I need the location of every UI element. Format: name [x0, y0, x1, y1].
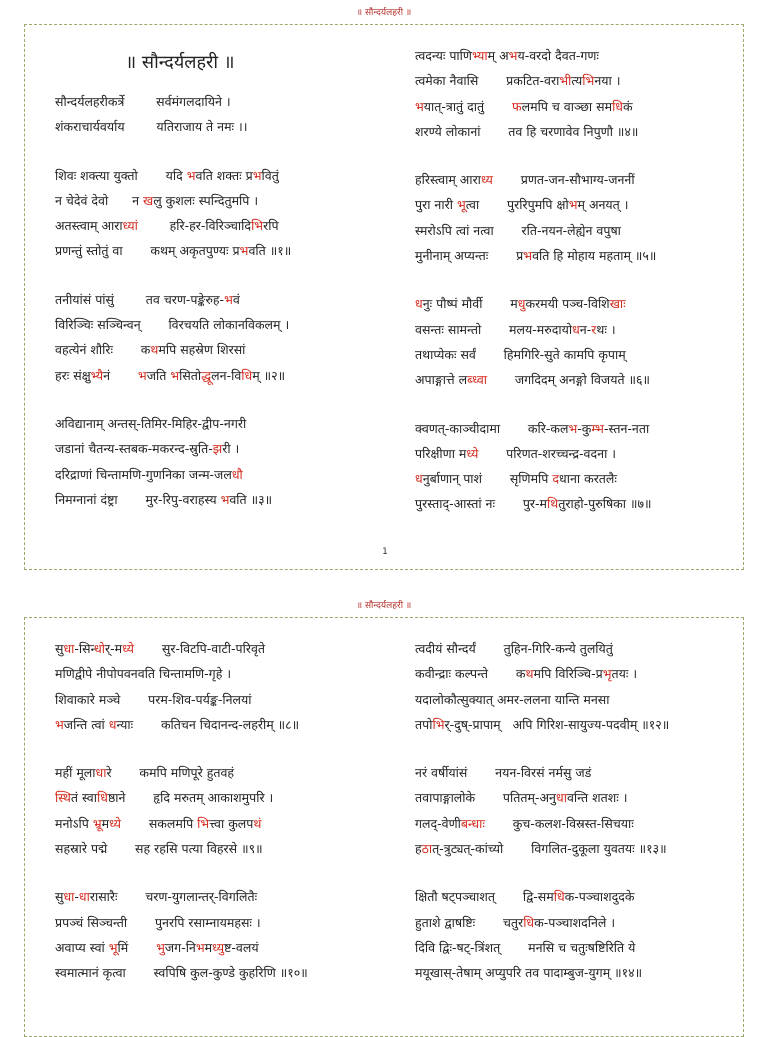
- verse-text: सहस्रारे पद्मे सह रहसि पत्या विहरसे ॥९॥: [55, 841, 263, 857]
- stanza-gap: [55, 737, 375, 760]
- verse-line: [55, 960, 375, 985]
- verse-text: ष्ठाने हृदि मरुतम् आकाशमुपरि ।: [107, 790, 274, 806]
- highlighted-syllable: ध्य: [480, 172, 493, 188]
- verse-container: [55, 636, 375, 986]
- highlighted-syllable: धि: [523, 914, 535, 930]
- verse-stanza: [415, 636, 735, 737]
- stanza-gap: [55, 264, 375, 287]
- verse-text: जन्ति त्वां: [63, 716, 109, 732]
- verse-text: करमयी पञ्च-विशि: [525, 296, 610, 312]
- verse-text: तयः ।: [611, 666, 638, 682]
- verse-text: शरण्ये लोकानां तव हि चरणावेव निपुणौ ॥४॥: [415, 123, 639, 139]
- verse-text: वति शक्तः प्र: [195, 167, 253, 183]
- page-1-right-column: [415, 43, 735, 517]
- verse-text: त्वमेका नैवासि प्रकटित-वरा: [415, 73, 560, 89]
- highlighted-syllable: धौ: [231, 466, 243, 482]
- verse-text: मपि विरिञ्चि-प्र: [533, 666, 603, 682]
- verse-text: वति ॥१॥: [248, 243, 292, 259]
- highlighted-syllable: भृ: [602, 666, 612, 682]
- verse-text: नया ।: [594, 73, 621, 89]
- highlighted-syllable: भि: [251, 218, 264, 234]
- highlighted-syllable: ब्ध्वा: [467, 372, 488, 388]
- verse-stanza: [415, 416, 735, 517]
- verse-container: [415, 43, 735, 517]
- verse-line: [415, 94, 735, 119]
- stanza-gap: [415, 268, 735, 291]
- verse-line: [55, 114, 375, 139]
- verse-text: प्रणन्तुं स्तोतुं वा कथम् अकृतपुण्यः प्र: [55, 243, 240, 259]
- verse-text: दिवि द्विः-षट्-त्रिंशत् मनसि च चतुःषष्टिरिति ये: [415, 939, 636, 955]
- verse-line: [55, 363, 375, 388]
- verse-text: थः ।: [596, 321, 616, 337]
- verse-line: [415, 785, 735, 810]
- verse-line: [415, 836, 735, 861]
- verse-line: [55, 312, 375, 337]
- page-2: [24, 617, 744, 1037]
- verse-text: -सिन्: [74, 641, 95, 656]
- verse-line: [55, 687, 375, 712]
- highlighted-syllable: भ: [55, 716, 64, 732]
- verse-text: न-: [579, 321, 592, 337]
- verse-text: जगदिदम् अनङ्गो विजयते ॥६॥: [487, 372, 651, 388]
- verse-line: [415, 43, 735, 68]
- verse-line: [415, 68, 735, 93]
- verse-text: त्य: [571, 73, 583, 89]
- verse-stanza: [55, 287, 375, 388]
- stanza-gap: [55, 140, 375, 163]
- highlighted-syllable: भ: [220, 491, 230, 507]
- highlighted-syllable: भ: [252, 167, 262, 183]
- verse-text: निमग्नानां दंष्ट्रा मुर-रिपु-वराहस्य: [55, 491, 221, 507]
- verse-text: न चेदेवं देवो न: [55, 192, 143, 208]
- verse-line: [55, 811, 375, 836]
- verse-line: [415, 291, 735, 316]
- verse-text: रपि: [263, 218, 279, 234]
- verse-text: म: [204, 939, 213, 955]
- highlighted-syllable: ध: [415, 296, 423, 312]
- verse-line: [415, 712, 735, 737]
- highlighted-syllable: थं: [253, 815, 262, 831]
- verse-text: त्वदीयं सौन्दर्यं तुहिन-गिरि-कन्ये तुलयितुं: [415, 641, 613, 656]
- verse-text: स्मरोऽपि त्वां नत्वा रति-नयन-लेह्येन वपुषा: [415, 222, 621, 238]
- stanza-gap: [415, 737, 735, 760]
- verse-line: [415, 935, 735, 960]
- verse-text: सु: [55, 641, 64, 656]
- verse-text: वन्ति शतशः ।: [566, 790, 628, 806]
- verse-text: अतस्त्वाम् आरा: [55, 218, 123, 234]
- highlighted-syllable: र: [591, 321, 597, 337]
- highlighted-syllable: धा: [63, 889, 75, 905]
- verse-text: मनोऽपि: [55, 815, 93, 831]
- verse-stanza: [415, 884, 735, 985]
- highlighted-syllable: भ: [415, 98, 424, 114]
- verse-line: [415, 218, 735, 243]
- highlighted-syllable: भ: [508, 48, 518, 63]
- verse-text: त्त्वा कुलप: [209, 815, 254, 831]
- highlighted-syllable: भू: [108, 939, 118, 955]
- verse-text: क्वणत्-काञ्चीदामा करि-कल: [415, 420, 569, 436]
- verse-text: मणिद्वीपे नीपोपवनवति चिन्तामणि-गृहे ।: [55, 666, 232, 682]
- highlighted-syllable: भ: [239, 243, 249, 259]
- highlighted-syllable: म्भ: [591, 420, 604, 436]
- verse-text: नं: [103, 367, 138, 383]
- verse-line: [415, 910, 735, 935]
- verse-text: धाना करतलैः: [559, 471, 617, 487]
- verse-text: हुताशे द्वाषष्टिः चतुर: [415, 914, 524, 930]
- highlighted-syllable: थ: [150, 342, 159, 358]
- verse-text: यात्-त्रातुं दातुं: [423, 98, 512, 114]
- verse-text: कं: [623, 98, 633, 114]
- page-2-right-column: [415, 636, 735, 986]
- running-head-1: ॥ सौन्दर्यलहरी ॥: [356, 8, 412, 18]
- verse-text: अवाप्य स्वां: [55, 939, 109, 955]
- verse-text: शंकराचार्यवर्याय यतिराजाय ते नमः ।।: [55, 119, 248, 135]
- highlighted-syllable: ध: [415, 471, 423, 487]
- verse-text: तथाप्येकः सर्वं हिमगिरि-सुते कामपि कृपाम्: [415, 346, 626, 362]
- verse-line: [55, 163, 375, 188]
- verse-line: [415, 466, 735, 491]
- verse-stanza: [415, 43, 735, 144]
- highlighted-syllable: ध्ये: [466, 445, 479, 461]
- highlighted-syllable: भि: [197, 815, 210, 831]
- highlighted-syllable: द्धू: [201, 367, 212, 383]
- highlighted-syllable: भ: [568, 197, 578, 213]
- verse-line: [55, 411, 375, 436]
- highlighted-syllable: धो: [94, 641, 105, 656]
- verse-text: सुर-विटपि-वाटी-परिवृते: [134, 641, 266, 656]
- verse-text: लन-वि: [211, 367, 242, 383]
- page-1: [24, 24, 744, 570]
- highlighted-syllable: फ: [511, 98, 522, 114]
- verse-text: तपो: [415, 716, 433, 732]
- verse-line: [415, 119, 735, 144]
- verse-text: म: [101, 815, 110, 831]
- verse-line: [415, 192, 735, 217]
- verse-line: [415, 760, 735, 785]
- verse-text: नरं वर्षीयांसं नयन-विरसं नर्मसु जडं: [415, 765, 592, 781]
- verse-text: जडानां चैतन्य-स्तबक-मकरन्द-स्रुति-: [55, 441, 213, 457]
- verse-line: [55, 287, 375, 312]
- highlighted-syllable: भु: [156, 939, 165, 955]
- verse-text: जग-नि: [164, 939, 196, 955]
- verse-text: र्-म: [105, 641, 123, 656]
- verse-line: [55, 238, 375, 263]
- verse-stanza: [55, 884, 375, 985]
- verse-text: तनीयांसं पांसुं तव चरण-पङ्केरुह-: [55, 291, 225, 307]
- highlighted-syllable: धा: [556, 790, 567, 806]
- highlighted-syllable: थि: [547, 496, 559, 512]
- highlighted-syllable: खाः: [609, 296, 626, 312]
- verse-line: [55, 836, 375, 861]
- verse-text: क-पञ्चाशदनिले ।: [534, 914, 616, 930]
- verse-line: [55, 89, 375, 114]
- verse-text: मिं: [117, 939, 157, 955]
- verse-line: [55, 910, 375, 935]
- verse-line: [55, 188, 375, 213]
- highlighted-syllable: ठा: [421, 841, 433, 857]
- verse-stanza: [55, 411, 375, 512]
- highlighted-syllable: धि: [553, 889, 565, 905]
- highlighted-syllable: भ्यै: [90, 367, 104, 383]
- stanza-gap: [55, 861, 375, 884]
- verse-text: क-पञ्चाशदुदके: [564, 889, 635, 905]
- verse-text: सकलमपि: [121, 815, 198, 831]
- verse-text: यदालोकौत्सुक्यात् अमर-ललना यान्ति मनसा: [415, 691, 610, 707]
- highlighted-syllable: धि: [97, 790, 108, 806]
- highlighted-syllable: भि: [582, 73, 595, 89]
- verse-line: [55, 661, 375, 686]
- verse-stanza: [55, 163, 375, 264]
- verse-text: म् अनयत् ।: [577, 197, 629, 213]
- highlighted-syllable: धा: [78, 889, 90, 905]
- running-head-2: ॥ सौन्दर्यलहरी ॥: [356, 601, 412, 611]
- highlighted-syllable: भ: [137, 367, 147, 383]
- verse-text: सौन्दर्यलहरीकर्त्रे सर्वमंगलदायिने ।: [55, 94, 231, 109]
- verse-line: [55, 436, 375, 461]
- verse-line: [55, 785, 375, 810]
- verse-line: [415, 342, 735, 367]
- verse-text: सु: [55, 889, 64, 905]
- verse-text: प्रपञ्चं सिञ्चन्ती पुनरपि रसाम्नायमहसः ।: [55, 914, 261, 930]
- highlighted-syllable: ध्ये: [109, 815, 122, 831]
- verse-text: हरिस्त्वाम् आरा: [415, 172, 481, 188]
- verse-line: [55, 462, 375, 487]
- highlighted-syllable: धा: [95, 765, 107, 781]
- verse-text: वति ॥३॥: [229, 491, 273, 507]
- verse-text: विरिञ्चिः सञ्चिन्वन् विरचयति लोकानविकलम् ।: [55, 317, 290, 333]
- verse-line: [415, 960, 735, 985]
- verse-text: वति हि मोहाय महताम् ॥५॥: [532, 248, 657, 264]
- verse-text: गलद्-वेणी: [415, 815, 461, 831]
- verse-line: [415, 884, 735, 909]
- verse-line: [415, 811, 735, 836]
- document-title: ॥ सौन्दर्यलहरी ॥: [125, 52, 235, 73]
- verse-stanza: [55, 636, 375, 737]
- verse-text: नुर्बाणान् पाशं सृणिमपि: [422, 471, 553, 487]
- highlighted-syllable: भ: [224, 291, 233, 307]
- verse-text: पुरा नारी: [415, 197, 457, 213]
- verse-text: वं: [232, 291, 240, 307]
- verse-text: वसन्तः सामन्तो मलय-मरुदायो: [415, 321, 573, 337]
- verse-line: [415, 243, 735, 268]
- verse-text: रे कमपि मणिपूरे हुतवहं: [106, 765, 235, 781]
- stanza-gap: [415, 393, 735, 416]
- verse-text: तवापाङ्गालोके पतितम्-अनु: [415, 790, 556, 806]
- highlighted-syllable: ध्ये: [122, 641, 135, 656]
- verse-line: [415, 367, 735, 392]
- verse-stanza: [415, 291, 735, 392]
- verse-line: [55, 884, 375, 909]
- verse-text: वितुं: [261, 167, 279, 183]
- stanza-gap: [415, 144, 735, 167]
- verse-line: [415, 167, 735, 192]
- verse-line: [55, 712, 375, 737]
- verse-line: [55, 636, 375, 661]
- highlighted-syllable: भ्या: [471, 48, 488, 63]
- highlighted-syllable: झ: [212, 441, 223, 457]
- highlighted-syllable: स्थि: [55, 790, 71, 806]
- verse-line: [55, 213, 375, 238]
- verse-text: जति: [146, 367, 171, 383]
- page-1-left-column: [55, 43, 375, 512]
- verse-text: क्षितौ षट्पञ्चाशत् द्वि-सम: [415, 889, 554, 905]
- verse-text: सितो: [179, 367, 202, 383]
- verse-text: म् ॥२॥: [252, 367, 286, 383]
- verse-text: महीं मूला: [55, 765, 96, 781]
- verse-text: प्रणत-जन-सौभाग्य-जननीं: [492, 172, 635, 188]
- verse-line: [415, 441, 735, 466]
- verse-text: -कु: [577, 420, 592, 436]
- verse-text: दरिद्राणां चिन्तामणि-गुणनिका जन्म-जल: [55, 466, 232, 482]
- verse-line: [55, 487, 375, 512]
- highlighted-syllable: ध्यां: [122, 218, 138, 234]
- highlighted-syllable: ध: [572, 321, 580, 337]
- highlighted-syllable: धा: [63, 641, 75, 656]
- verse-text: त्-त्रुट्यत्-कांच्यो विगलित-दुकूला युवतयः ॥१३॥: [432, 841, 667, 857]
- verse-text: पुरस्ताद्-आस्तां नः पुर-म: [415, 496, 548, 512]
- verse-text: नुः पौष्पं मौर्वी म: [422, 296, 518, 312]
- highlighted-syllable: धि: [612, 98, 623, 114]
- verse-text: अपाङ्गात्ते ल: [415, 372, 468, 388]
- highlighted-syllable: भ्रू: [92, 815, 102, 831]
- verse-text: मयूखास्-तेषाम् अप्युपरि तव पादाम्बुज-युगम् ॥१४॥: [415, 965, 643, 981]
- highlighted-syllable: धु: [517, 296, 526, 312]
- verse-stanza: [415, 760, 735, 861]
- verse-text: ह: [415, 841, 422, 857]
- verse-text: परिक्षीणा म: [415, 445, 467, 461]
- highlighted-syllable: भ: [568, 420, 578, 436]
- highlighted-syllable: द: [552, 471, 560, 487]
- verse-line: [415, 491, 735, 516]
- verse-text: रासारैः चरण-युगलान्तर्-विगलितैः: [89, 889, 258, 905]
- verse-line: [415, 661, 735, 686]
- verse-line: [55, 760, 375, 785]
- verse-text: वहत्येनं शौरिः क: [55, 342, 151, 358]
- verse-text: न्याः कतिचन चिदानन्द-लहरीम् ॥८॥: [116, 716, 300, 732]
- verse-text: त्वा पुररिपुमपि क्षो: [465, 197, 569, 213]
- stanza-gap: [55, 388, 375, 411]
- verse-text: री ।: [222, 441, 240, 457]
- highlighted-syllable: ध्यु: [212, 939, 225, 955]
- verse-text: स्वमात्मानं कृत्वा स्वपिषि कुल-कुण्डे कुहरिणि ॥१०॥: [55, 965, 308, 981]
- verse-text: मपि सहस्रेण शिरसां: [158, 342, 246, 358]
- verse-line: [55, 337, 375, 362]
- highlighted-syllable: भू: [456, 197, 466, 213]
- highlighted-syllable: भ: [523, 248, 533, 264]
- verse-line: [415, 687, 735, 712]
- highlighted-syllable: भ: [195, 939, 205, 955]
- verse-container: [415, 636, 735, 986]
- verse-text: र्-दुष्-प्रापाम् अपि गिरिश-सायुज्य-पदवीम् ॥१२॥: [444, 716, 670, 732]
- highlighted-syllable: बन्धाः: [460, 815, 485, 831]
- verse-text: लु कुशलः स्पन्दितुमपि ।: [153, 192, 259, 208]
- verse-line: [55, 935, 375, 960]
- stanza-gap: [415, 861, 735, 884]
- verse-text: कुच-कलश-विस्रस्त-सिचयाः: [484, 815, 634, 831]
- verse-text: मुनीनाम् अप्यन्तः प्र: [415, 248, 524, 264]
- verse-text: -: [74, 889, 79, 905]
- verse-stanza: [55, 89, 375, 140]
- highlighted-syllable: भि: [432, 716, 445, 732]
- verse-text: अविद्यानाम् अन्तस्-तिमिर-मिहिर-द्वीप-नगरी: [55, 415, 247, 431]
- verse-stanza: [415, 167, 735, 268]
- highlighted-syllable: भ: [170, 367, 180, 383]
- verse-text: त्वदन्यः पाणि: [415, 48, 472, 63]
- highlighted-syllable: थ: [525, 666, 534, 682]
- page-number: 1: [382, 547, 388, 557]
- highlighted-syllable: ख: [143, 192, 154, 208]
- verse-text: हरः संक्षु: [55, 367, 91, 383]
- verse-text: य-वरदो दैवत-गणः: [517, 48, 599, 63]
- verse-line: [415, 416, 735, 441]
- verse-text: -स्तन-नता: [603, 420, 650, 436]
- verse-text: परिणत-शरच्चन्द्र-वदना ।: [478, 445, 617, 461]
- verse-line: [415, 317, 735, 342]
- verse-line: [415, 636, 735, 661]
- verse-text: तं स्वा: [70, 790, 97, 806]
- verse-text: लमपि च वाञ्छा सम: [521, 98, 613, 114]
- verse-text: कवीन्द्राः कल्पन्ते क: [415, 666, 526, 682]
- verse-text: हरि-हर-विरिञ्चादि: [137, 218, 252, 234]
- verse-text: तुराहो-पुरुषिका ॥७॥: [558, 496, 652, 512]
- verse-stanza: [55, 760, 375, 861]
- highlighted-syllable: भी: [559, 73, 572, 89]
- highlighted-syllable: ध: [108, 716, 117, 732]
- highlighted-syllable: धि: [241, 367, 253, 383]
- verse-text: शिवः शक्त्या युक्तो यदि: [55, 167, 187, 183]
- verse-text: शिवाकारे मञ्चे परम-शिव-पर्यङ्क-निलयां: [55, 691, 252, 707]
- page-2-left-column: [55, 636, 375, 986]
- verse-container: [55, 89, 375, 512]
- verse-text: ष्ट-वलयं: [224, 939, 259, 955]
- highlighted-syllable: भ: [186, 167, 196, 183]
- verse-text: म् अ: [487, 48, 509, 63]
